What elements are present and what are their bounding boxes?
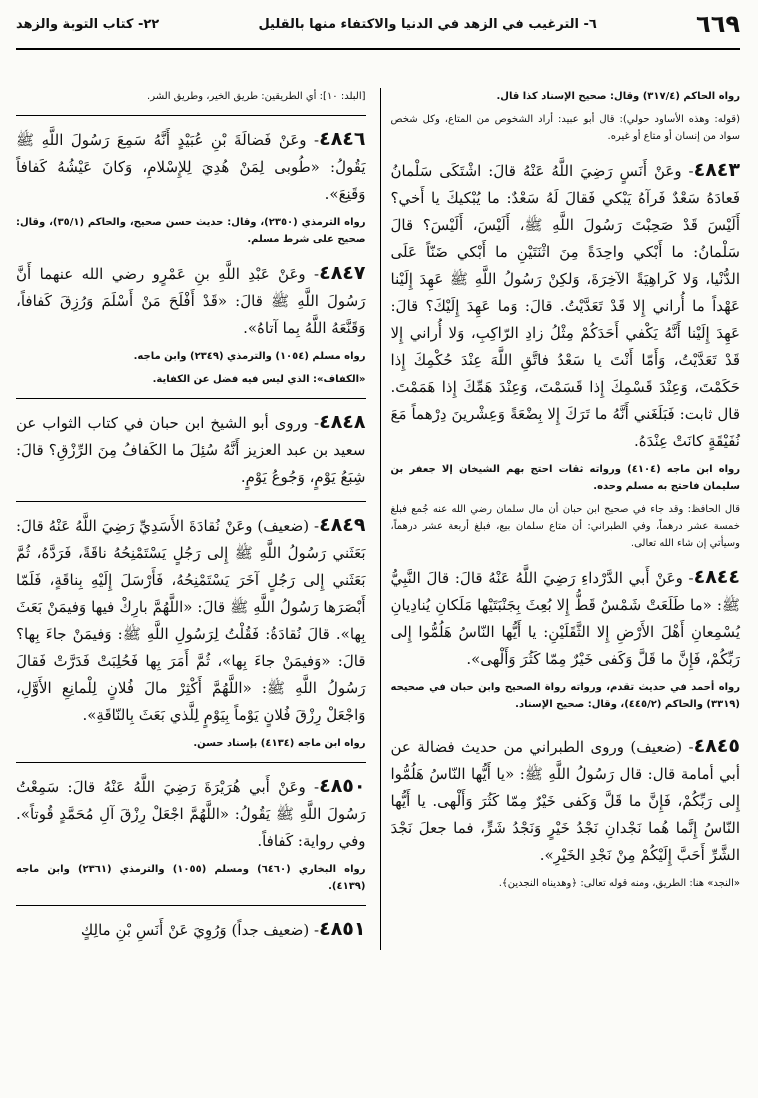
hadith-4848 — [16, 409, 366, 491]
hadith-number: ٤٨٥٠ — [319, 775, 366, 797]
hadith-4847 — [16, 260, 366, 342]
hadith-text: - (ضعيف) وعَنْ نُقادَةَ الأَسَدِيِّ رَضِيَ اللَّهُ عَنْهُ قالَ: بَعَثَني رَسُولُ اللَّهِ ﷺ إِلى رَجُلٍ يَسْتَمْنِحُهُ ناقَةً، فَرَدَّهُ، ثُمَّ بَعَثَني إِلى رَجُلٍ آخَرَ يَسْتَمْنِحُهُ، فَأَرْسَلَ إِلَيْهِ بِناقَةٍ، فَلَمّا أَبْصَرَها رَسُولُ اللَّهِ ﷺ قالَ: «اللَّهُمَّ بارِكْ فيها وَفيمَنْ بَعَثَ بِها». قالَ نُقادَةُ: فَقُلْتُ لِرَسُولِ اللَّهِ ﷺ: وَفيمَنْ جاءَ بِها؟ قالَ: «وَفيمَنْ جاءَ بِها»، ثُمَّ أَمَرَ بِها فَحُلِبَتْ فَدَرَّتْ فَقالَ رَسُولُ اللَّهِ ﷺ: «اللَّهُمَّ أَكْثِرْ مالَ فُلانٍ لِلْمانِعِ الأَوَّلِ، وَاجْعَلْ رِزْقَ فُلانٍ يَوْماً بِيَوْمٍ لِلَّذي بَعَثَ بِالنّاقَةِ». — [16, 517, 366, 724]
source-note: رواه البخاري (٦٤٦٠) ومسلم (١٠٥٥) والترمذي (٢٣٦١) وابن ماجه (٤١٣٩). — [16, 864, 366, 892]
hadith-text: - وعَنْ فَضالَةَ بْنِ عُبَيْدٍ أَنَّهُ سَمِعَ رَسُولَ اللَّهِ ﷺ يَقُولُ: «طُوبى لِمَنْ هُدِيَ لِلإِسْلامِ، وَكانَ عَيْشُهُ كَفافاً وَقَنِعَ». — [16, 131, 366, 203]
hadith-number: ٤٨٤٧ — [319, 262, 366, 284]
footnote: (قوله: وهذه الأساود حولي): قال أبو عبيد: أراد الشخوص من المتاع، وكل شخص سواد من إنسان أو متاع أو غيره. — [390, 114, 740, 142]
hadith-number: ٤٨٤٣ — [693, 159, 740, 181]
source-note: رواه الحاكم (٣١٧/٤) وقال: صحيح الإسناد كذا قال. — [496, 91, 740, 102]
footnote: قال الحافظ: وقد جاء في صحيح ابن حبان أن مال سلمان رضي الله عنه جُمع فبلغ خمسة عشر درهماً، وفي الطبراني: أن متاع سلمان بيع، فبلغ أربعة عشر درهماً، وسيأتي إن شاء الله تعالى. — [390, 504, 740, 549]
footnote-divider — [16, 398, 366, 399]
hadith-4846 — [16, 126, 366, 208]
hadith-number: ٤٨٤٥ — [693, 735, 740, 757]
source-note: رواه ابن ماجه (٤١٠٤) ورواته ثقات احتج بهم الشيخان إلا جعفر بن سليمان فاحتج به مسلم وحده. — [390, 464, 740, 492]
footnote: [البلد: ١٠]: أي الطريقين: طريق الخير، وطريق الشر. — [147, 91, 366, 102]
source-note: رواه مسلم (١٠٥٤) والترمذي (٢٣٤٩) وابن ماجه. — [133, 351, 366, 362]
hadith-number: ٤٨٤٤ — [693, 566, 740, 588]
chapter-title: ٦- الترغيب في الزهد في الدنيا والاكتفاء منها بالقليل — [258, 16, 597, 32]
section-divider — [16, 762, 366, 763]
footnote: «الكفاف»: الذي ليس فيه فضل عن الكفاية. — [152, 374, 366, 385]
source-note: رواه ابن ماجه (٤١٣٤) بإسناد حسن. — [193, 738, 366, 749]
page-header — [16, 0, 740, 50]
hadith-4843 — [391, 157, 741, 455]
hadith-4849 — [16, 512, 366, 729]
hadith-text: - وعَنْ عَبْدِ اللَّهِ بنِ عَمْرٍو رضي الله عنهما أَنَّ رَسُولَ اللَّهِ ﷺ قالَ: «قَدْ أَفْلَحَ مَنْ أَسْلَمَ وَرُزِقَ كَفافاً، وَقَنَّعَهُ اللَّهُ بِما آتاهُ». — [16, 265, 366, 337]
hadith-number: ٤٨٤٦ — [319, 128, 366, 150]
footnote: «النجد» هنا: الطريق، ومنه قوله تعالى: ﴿وهديناه النجدين﴾. — [498, 878, 740, 889]
hadith-text: - (ضعيف) وروى الطبراني من حديث فضالة عن أبي أمامة قال: قال رَسُولُ اللَّهِ ﷺ: «يا أَيُّها النّاسُ هَلُمُّوا إِلى رَبِّكُمْ، فَإِنَّ ما قَلَّ وَكَفى خَيْرٌ مِمّا كَثُرَ وَأَلْهى. يا أَيُّها النّاسُ إِنَّما هُما نَجْدانِ نَجْدُ خَيْرٍ وَنَجْدُ شَرٍّ، فما جعلَ نَجْدَ الشَّرِّ أَحَبَّ إِلَيْكُمْ مِنْ نَجْدِ الخَيْرِ». — [390, 738, 740, 864]
hadith-4850 — [16, 773, 366, 855]
hadith-text: - وعَنْ أَنَسٍ رَضِيَ اللَّهُ عَنْهُ قالَ: اشْتَكَى سَلْمانُ فَعادَهُ سَعْدٌ فَرآهُ يَبْكي فَقالَ لَهُ سَعْدٌ: ما يُبْكيكَ يا أَخي؟ أَلَيْسَ قَدْ صَحِبْتَ رَسُولَ اللَّهِ ﷺ، أَلَيْسَ، أَلَيْسَ؟ قالَ سَلْمانُ: ما أَبْكي واحِدَةً مِنَ اثْنَتَيْنِ ما أَبْكي ضَنّاً عَلَى الدُّنْيا، وَلا كَراهِيَةً الآخِرَةَ، وَلكِنْ رَسُولُ اللَّهِ ﷺ عَهِدَ إِلَيْنا عَهْداً ما أُراني إِلا قَدْ تَعَدَّيْتُ. قالَ: وَما عَهِدَ إِلَيْكَ؟ قالَ: عَهِدَ إِلَيْنا أَنَّهُ يَكْفي أَحَدَكُمْ مِثْلُ زادِ الرّاكِبِ، وَلا أُراني إِلا قَدْ تَعَدَّيْتُ، وَأَمّا أَنْتَ يا سَعْدُ فاتَّقِ اللَّهَ عِنْدَ حُكْمِكَ إِذا حَكَمْتَ، وَعِنْدَ قَسْمِكَ إِذا قَسَمْتَ، وَعِنْدَ هَمِّكَ إِذا هَمَمْتَ. قال ثابت: فَبَلَغَني أَنَّهُ ما تَرَكَ إِلا بِضْعَةً وَعِشْرينَ دِرْهماً مَعَ نُفَيْقَةٍ كانَتْ عِنْدَهُ. — [390, 162, 740, 450]
text-columns — [16, 88, 740, 950]
book-title: ٢٢- كتاب التوبة والزهد — [16, 16, 160, 32]
hadith-text: - وروى أبو الشيخ ابن حبان في كتاب الثواب عن سعيد بن عبد العزيز أَنَّهُ سُئِلَ ما الكَفافُ مِنَ الرِّزْقِ؟ قالَ: شِبَعُ يَوْمٍ، وَجُوعُ يَوْمٍ. — [16, 414, 366, 486]
hadith-4845 — [391, 733, 741, 869]
hadith-4851 — [16, 916, 366, 944]
hadith-text: - (ضعيف جداً) وَرُوِيَ عَنْ أَنَسِ بْنِ مالِكٍ — [80, 921, 320, 939]
page-number: ٦٦٩ — [696, 10, 740, 38]
hadith-number: ٤٨٤٩ — [319, 514, 366, 536]
hadith-number: ٤٨٤٨ — [319, 411, 366, 433]
source-note: رواه الترمذي (٢٣٥٠)، وقال: حديث حسن صحيح، والحاكم (٣٥/١)، وقال: صحيح على شرط مسلم. — [16, 217, 366, 245]
footnote-divider — [16, 115, 366, 116]
hadith-text: - وعَنْ أَبي الدَّرْداءِ رَضِيَ اللَّهُ عَنْهُ قالَ: قالَ النَّبِيُّ ﷺ: «ما طَلَعَتْ شَمْسٌ قَطُّ إِلا بُعِثَ بِجَنْبَتَيْها مَلَكانِ يُنادِيانِ يُسْمِعانِ أَهْلَ الأَرْضِ إِلا الثَّقَلَيْنِ: يا أَيُّها النّاسُ هَلُمُّوا إِلى رَبِّكُمْ، فَإِنَّ ما قَلَّ وَكَفى خَيْرٌ مِمّا كَثُرَ وَأَلْهى». — [390, 569, 740, 668]
left-column — [16, 88, 366, 950]
right-column — [380, 88, 741, 950]
hadith-4844 — [391, 564, 741, 673]
source-note: رواه أحمد في حديث تقدم، ورواته رواة الصحيح وابن حبان في صحيحه (٣٣١٩) والحاكم (٤٤٥/٢)، وقال: صحيح الإسناد. — [390, 682, 740, 710]
section-divider — [16, 501, 366, 502]
hadith-number: ٤٨٥١ — [319, 918, 366, 940]
section-divider — [16, 905, 366, 906]
hadith-text: - وعَنْ أَبي هُرَيْرَةَ رَضِيَ اللَّهُ عَنْهُ قالَ: سَمِعْتُ رَسُولَ اللَّهِ ﷺ يَقُولُ: «اللَّهُمَّ اجْعَلْ رِزْقَ آلِ مُحَمَّدٍ قُوتاً». وفي رواية: كَفافاً. — [16, 778, 366, 850]
